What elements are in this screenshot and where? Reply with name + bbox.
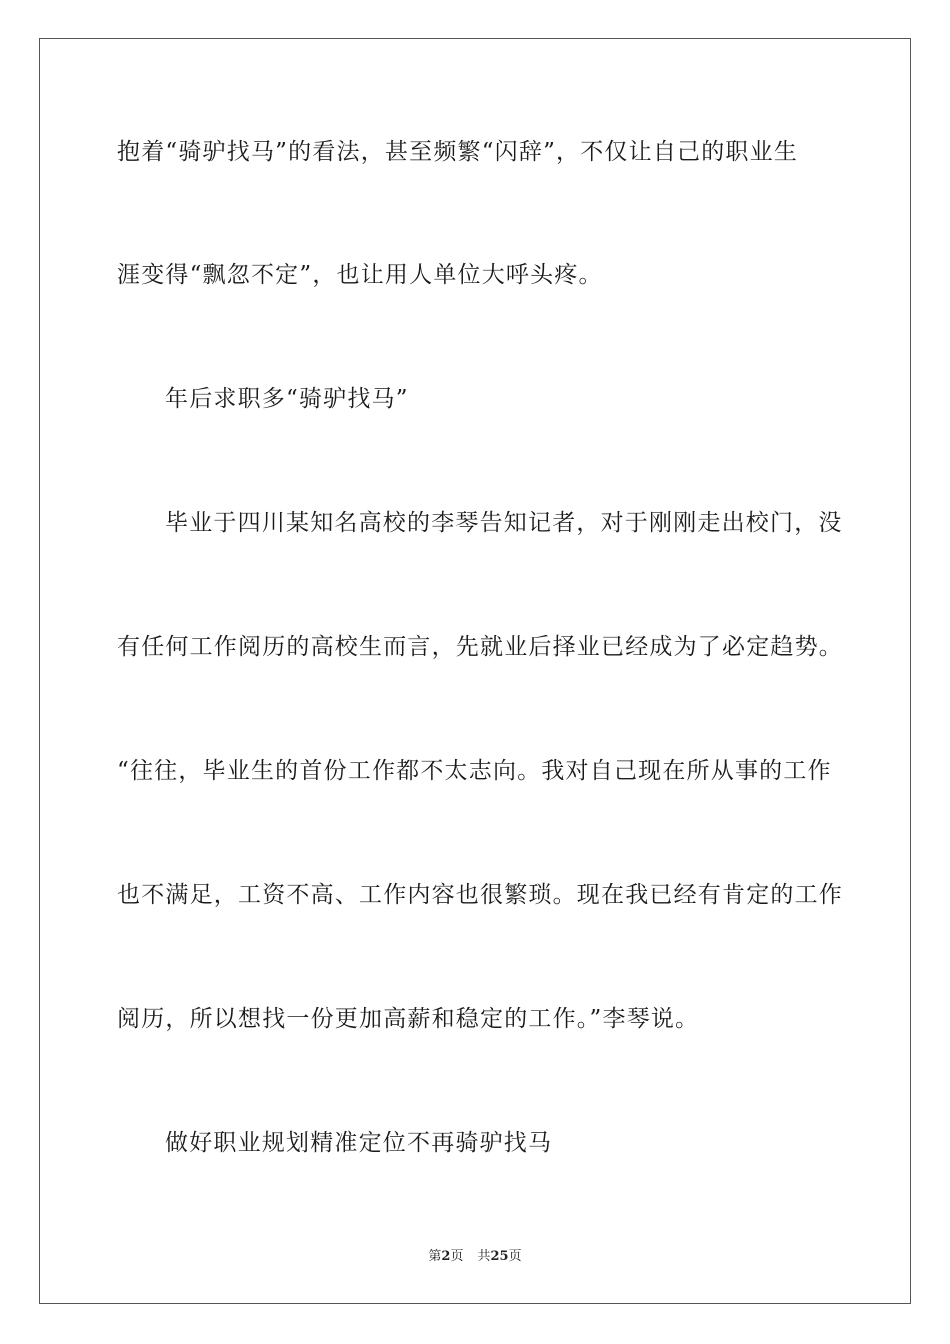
paragraph-line-6: 也不满足，工资不高、工作内容也很繁琐。现在我已经有肯定的工作: [117, 882, 843, 908]
total-pages: 25: [490, 1249, 509, 1264]
paragraph-line-1: 抱着“骑驴找马”的看法，甚至频繁“闪辞”，不仅让自己的职业生: [117, 139, 799, 165]
page-number: 2: [441, 1249, 451, 1264]
page-prefix: 第: [428, 1249, 442, 1264]
paragraph-line-7: 阅历，所以想找一份更加高薪和稳定的工作。”李琴说。: [117, 1006, 700, 1032]
section-heading-2: 做好职业规划精准定位不再骑驴找马: [165, 1130, 553, 1156]
paragraph-line-5: “往往，毕业生的首份工作都不太志向。我对自己现在所从事的工作: [117, 758, 832, 784]
paragraph-line-3: 毕业于四川某知名高校的李琴告知记者，对于刚刚走出校门，没: [165, 510, 843, 536]
paragraph-line-4: 有任何工作阅历的高校生而言，先就业后择业已经成为了必定趋势。: [117, 634, 843, 660]
page-border: [39, 38, 911, 1304]
total-suffix: 页: [508, 1249, 522, 1264]
section-heading-1: 年后求职多“骑驴找马”: [165, 386, 409, 412]
page-suffix: 页: [450, 1249, 464, 1264]
page-footer: [0, 1248, 950, 1266]
paragraph-line-2: 涯变得“飘忽不定”，也让用人单位大呼头疼。: [117, 262, 603, 288]
total-prefix: 共: [477, 1249, 491, 1264]
